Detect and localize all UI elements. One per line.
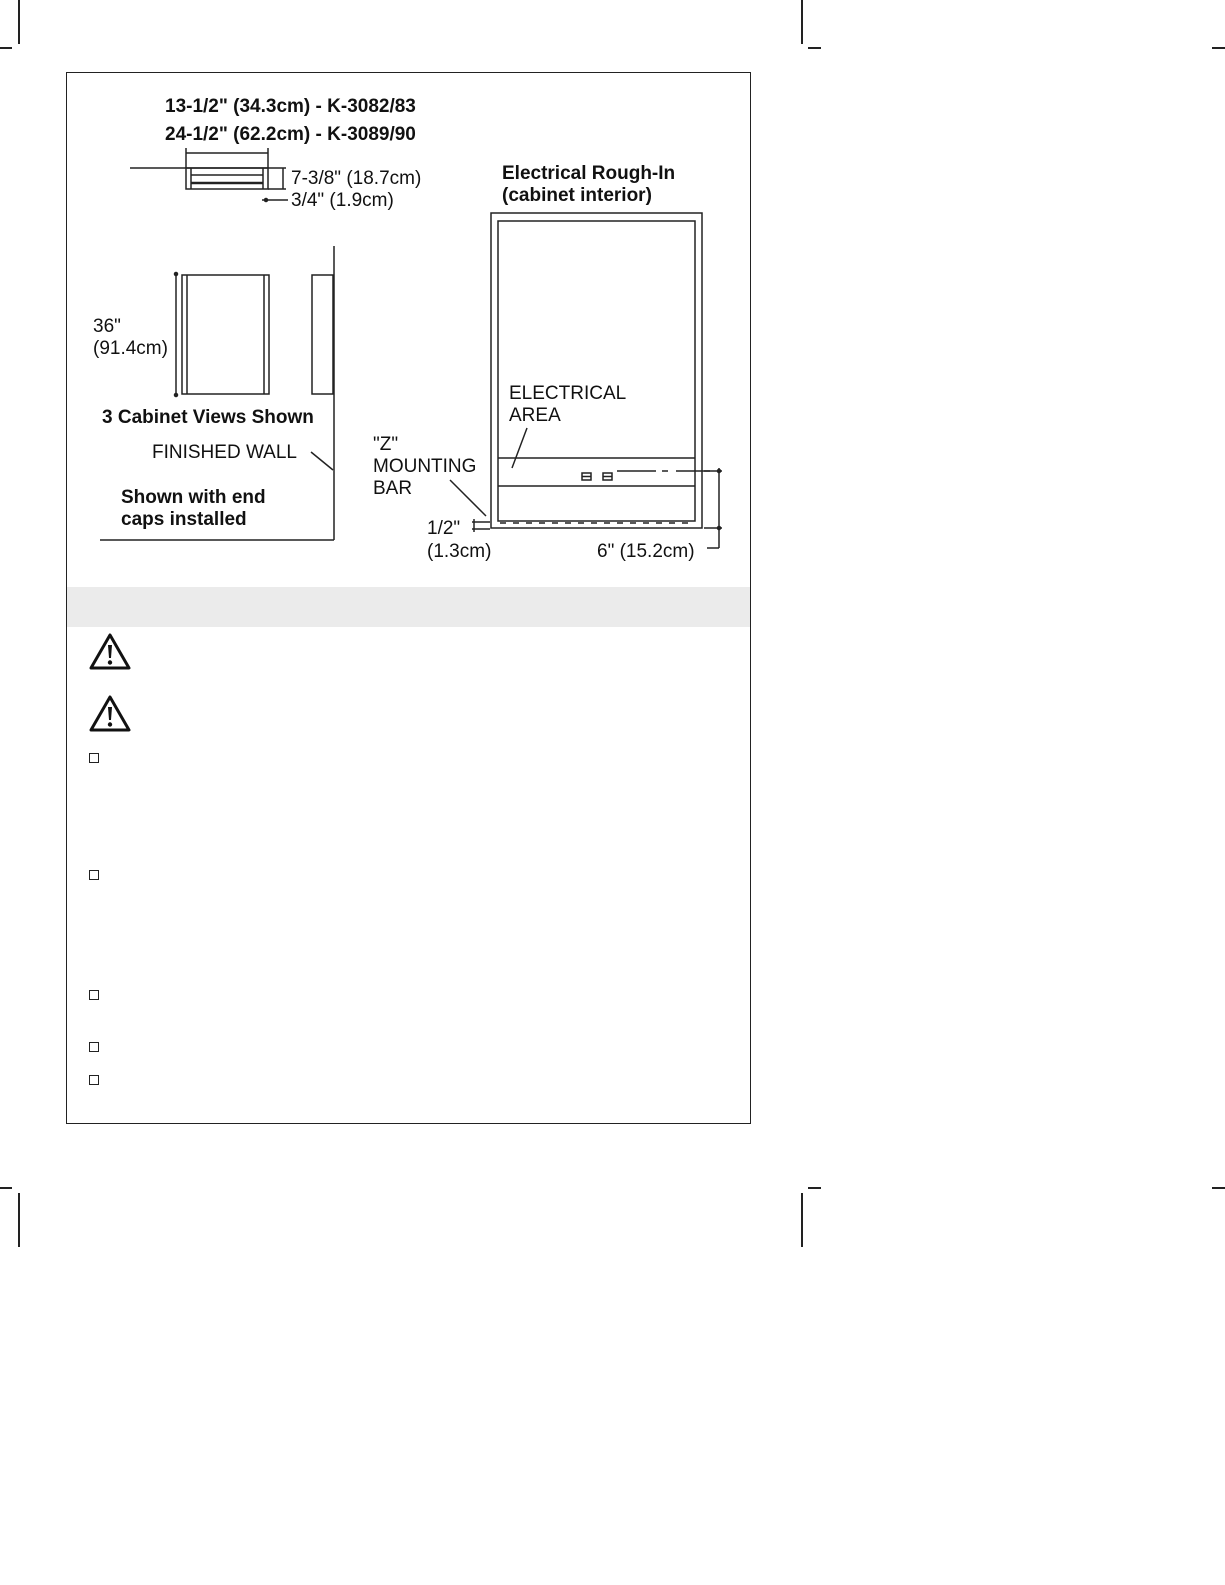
offset-label-metric: (1.3cm) [427, 541, 492, 562]
endcaps-label: Shown with end [121, 487, 266, 508]
side-view-cabinet [312, 275, 333, 394]
mounting-bar-label-line3: BAR [373, 478, 413, 499]
finished-wall-leader [311, 452, 333, 470]
checkbox-icon[interactable] [89, 753, 99, 763]
mounting-bar-label: "Z" [373, 434, 399, 455]
flange-label: 3/4" (1.9cm) [291, 190, 394, 211]
electrical-area-label: ELECTRICAL [509, 383, 627, 404]
top-view-cabinet [186, 168, 268, 189]
mounting-bar-leader [450, 480, 486, 516]
views-caption: 3 Cabinet Views Shown [102, 407, 314, 428]
width-label-k3089: 24-1/2" (62.2cm) - K-3089/90 [165, 124, 416, 145]
height-label: 36" [93, 316, 121, 337]
finished-wall-label: FINISHED WALL [152, 442, 297, 463]
width-label-k3082: 13-1/2" (34.3cm) - K-3082/83 [165, 96, 416, 117]
height-label-metric: (91.4cm) [93, 338, 168, 359]
warning-triangle-icon [88, 694, 132, 734]
warning-triangle-icon [88, 632, 132, 672]
checkbox-icon[interactable] [89, 990, 99, 1000]
mounting-bar-label-line2: MOUNTING [373, 456, 477, 477]
checkbox-icon[interactable] [89, 1075, 99, 1085]
rough-in-cabinet-outer [491, 213, 702, 528]
depth-label: 7-3/8" (18.7cm) [291, 168, 422, 189]
checkbox-icon[interactable] [89, 1042, 99, 1052]
rough-in-title: Electrical Rough-In [502, 163, 676, 184]
rough-in-subtitle: (cabinet interior) [502, 185, 652, 206]
endcaps-label-line2: caps installed [121, 509, 247, 530]
electrical-area-leader [512, 428, 527, 468]
checkbox-icon[interactable] [89, 870, 99, 880]
front-view-cabinet [182, 275, 269, 394]
electrical-area-label-line2: AREA [509, 405, 561, 426]
rough-in-cabinet-inner [498, 221, 695, 521]
offset-label: 1/2" [427, 518, 461, 539]
six-inch-label: 6" (15.2cm) [597, 541, 695, 562]
